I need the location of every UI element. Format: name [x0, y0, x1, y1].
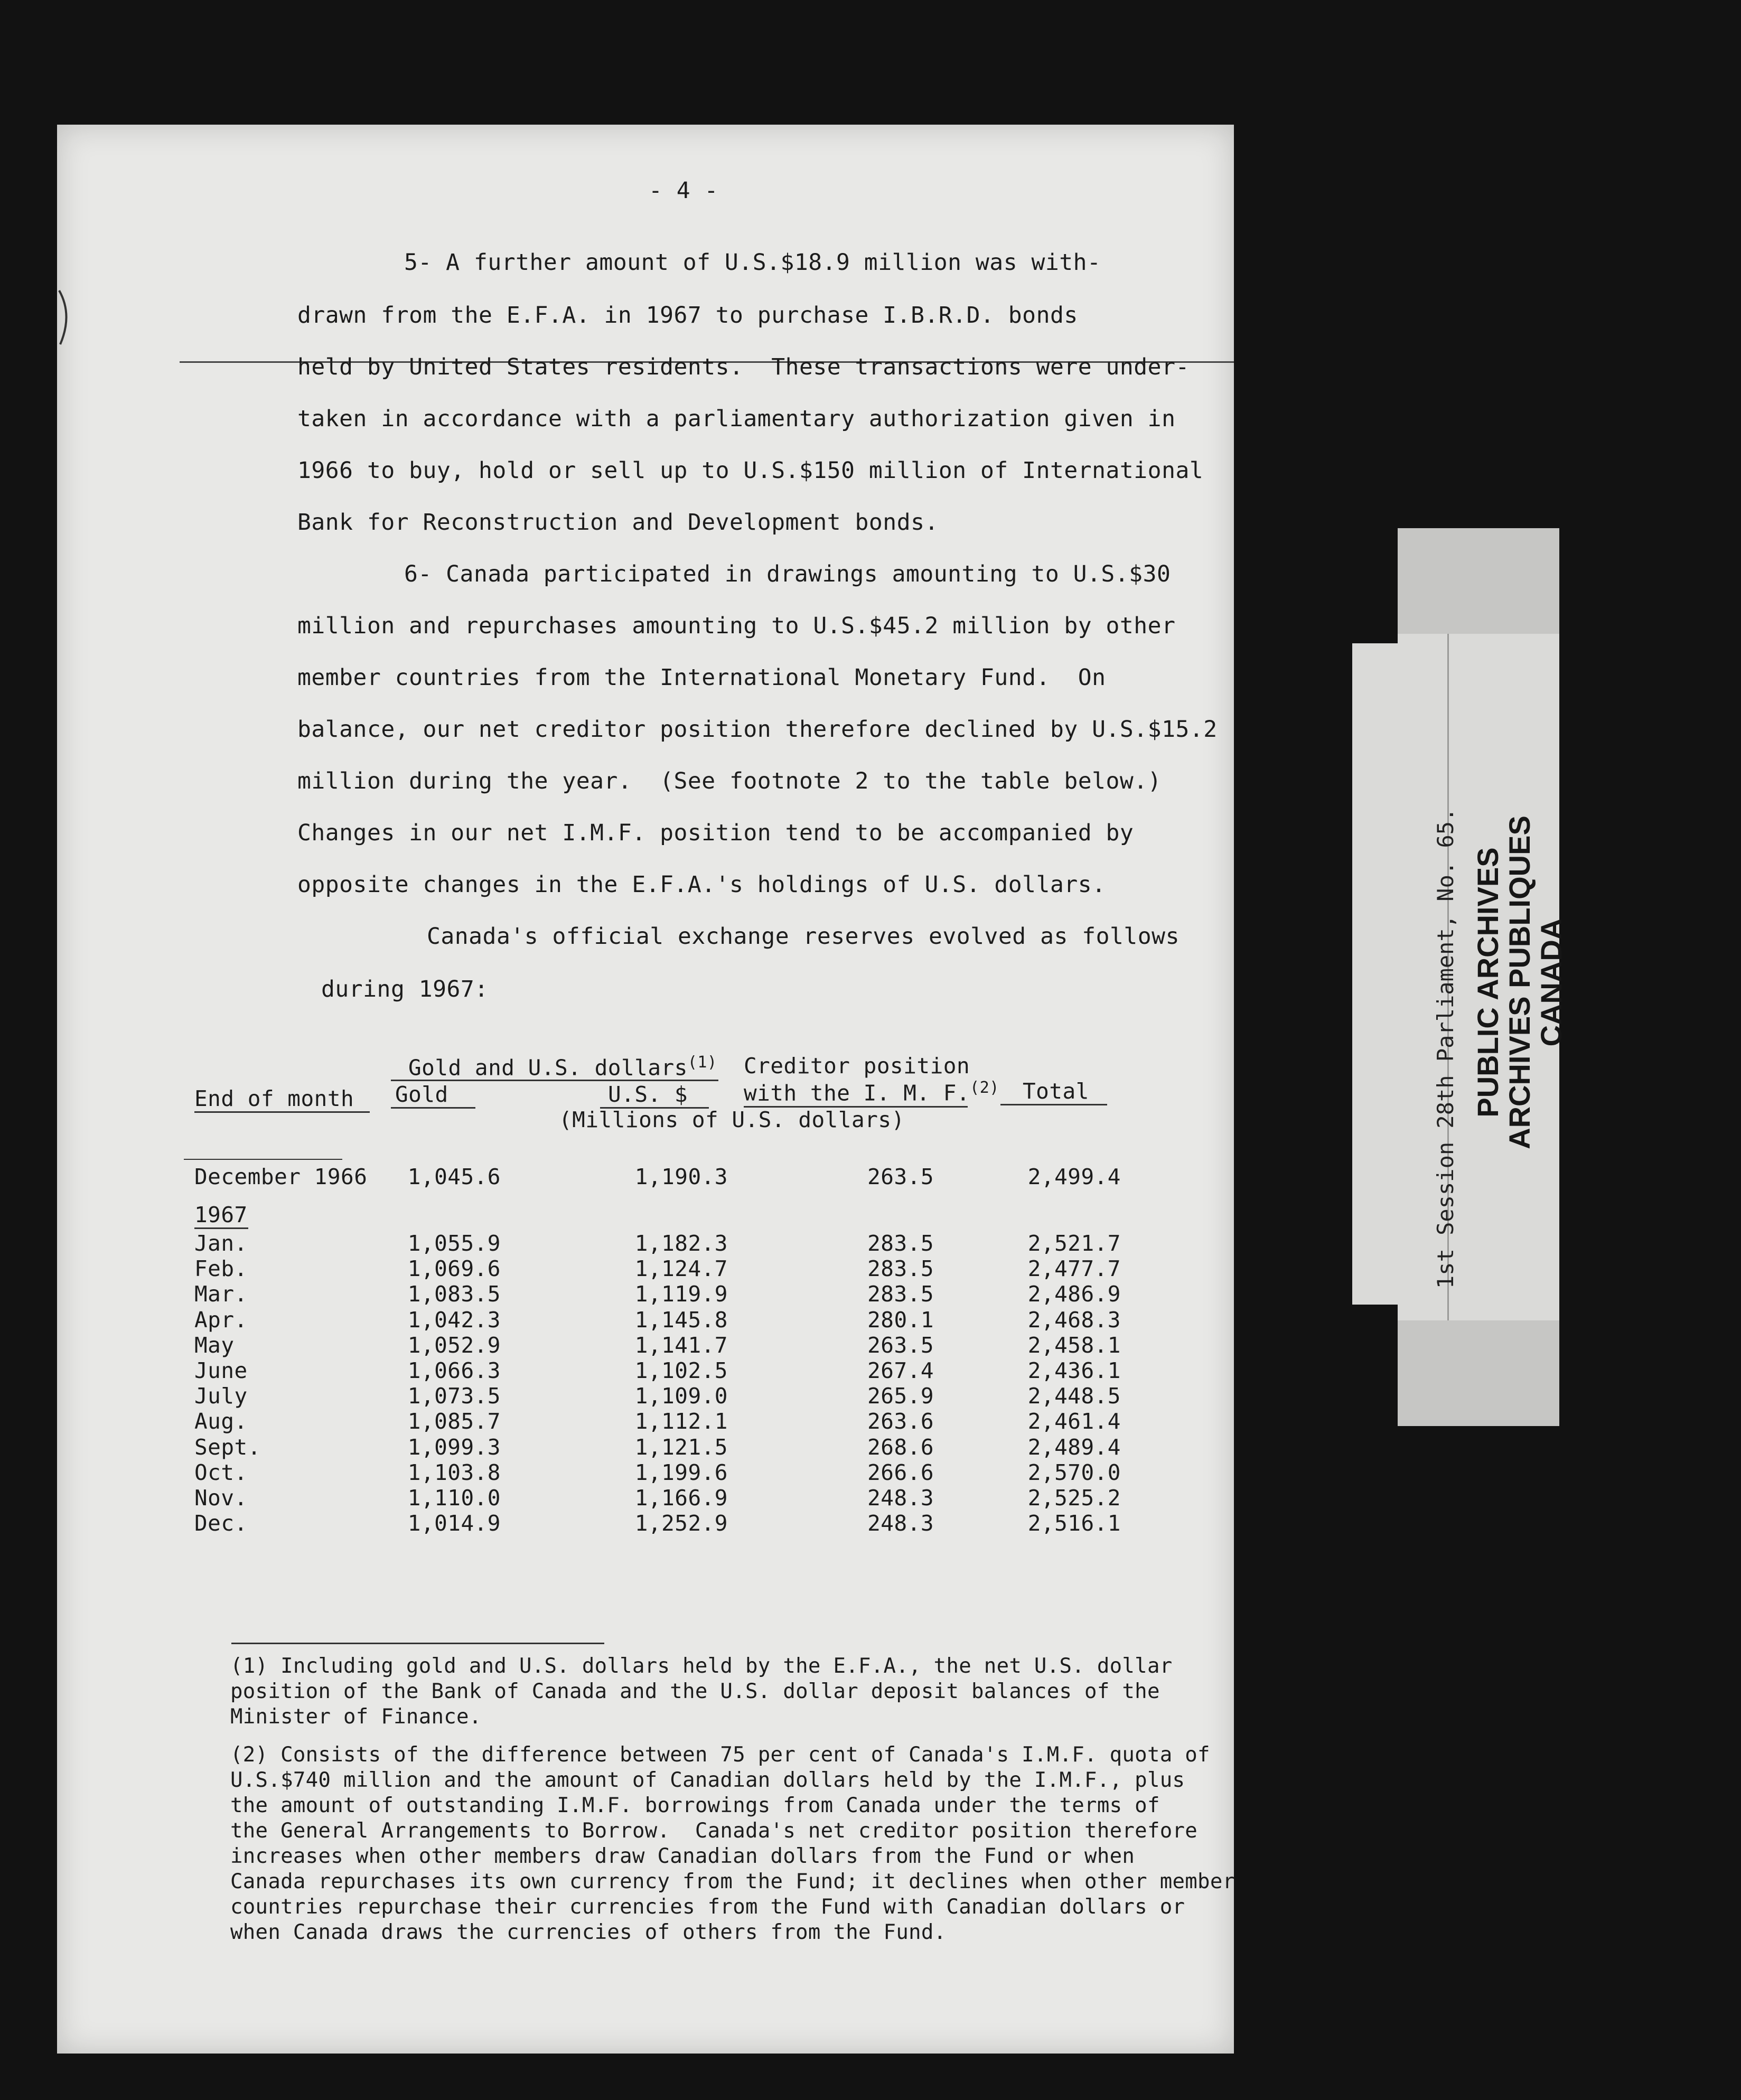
cell-gold: 1,110.0: [407, 1485, 501, 1511]
para6-line7: opposite changes in the E.F.A.'s holdings of U.S. dollars.: [297, 871, 1106, 898]
para5-line6: Bank for Reconstruction and Development bonds.: [297, 509, 939, 536]
cell-creditor: 280.1: [867, 1307, 934, 1333]
creditor-header-line2: with the I. M. F.$^{(2)}$: [744, 1079, 999, 1106]
footnote2-line4: the General Arrangements to Borrow. Canada's net creditor position therefore: [230, 1819, 1198, 1843]
cell-usd: 1,141.7: [634, 1332, 728, 1358]
tag-fold-top: [1398, 528, 1559, 634]
footnote2-line6: Canada repurchases its own currency from the Fund; it declines when other member: [230, 1870, 1235, 1893]
para5-line5: 1966 to buy, hold or sell up to U.S.$150 million of International: [297, 457, 1204, 484]
cell-usd: 1,199.6: [634, 1459, 728, 1485]
footnote1-line3: Minister of Finance.: [230, 1705, 482, 1729]
group-header-rule: [391, 1080, 718, 1081]
para6-line5: million during the year. (See footnote 2 to the table below.): [297, 768, 1162, 794]
cell-usd: 1,102.5: [634, 1358, 728, 1383]
cell-month: Aug.: [194, 1409, 248, 1435]
cell-total: 2,486.9: [1027, 1281, 1121, 1307]
cell-total: 2,570.0: [1027, 1459, 1121, 1485]
cell-month: Jan.: [194, 1231, 248, 1256]
cell-creditor: 248.3: [867, 1485, 934, 1511]
para6-line4: balance, our net creditor position therefore declined by U.S.$15.2: [297, 716, 1218, 743]
cell-total: 2,436.1: [1027, 1358, 1121, 1383]
para5-line4: taken in accordance with a parliamentary authorization given in: [297, 406, 1176, 432]
cell-usd: 1,252.9: [634, 1511, 728, 1536]
archive-session-label: 1st Session 28th Parliament, No. 65.: [1433, 808, 1458, 1289]
table-divider: [184, 1159, 342, 1160]
cell-creditor: 283.5: [867, 1281, 934, 1307]
cell-creditor: 283.5: [867, 1231, 934, 1256]
cell-total: 2,461.4: [1027, 1409, 1121, 1435]
year-label-rule: [194, 1227, 248, 1229]
cell-creditor: 267.4: [867, 1358, 934, 1383]
tag-fold-bottom: [1398, 1320, 1559, 1426]
footnote2-line8: when Canada draws the currencies of others from the Fund.: [230, 1920, 947, 1944]
cell-month: May: [194, 1332, 235, 1358]
cell-usd: 1,190.3: [634, 1164, 728, 1189]
cell-usd: 1,112.1: [634, 1409, 728, 1435]
cell-total: 2,468.3: [1027, 1307, 1121, 1333]
archive-stamp-line3: CANADA: [1534, 918, 1568, 1047]
cell-gold: 1,052.9: [407, 1332, 501, 1358]
cell-usd: 1,121.5: [634, 1434, 728, 1460]
archive-stamp-line2: ARCHIVES PUBLIQUES: [1503, 815, 1536, 1149]
cell-month: Feb.: [194, 1256, 248, 1282]
footnote-rule: [231, 1643, 604, 1644]
cell-total: 2,448.5: [1027, 1383, 1121, 1409]
cell-usd: 1,145.8: [634, 1307, 728, 1333]
cell-month: Oct.: [194, 1459, 248, 1485]
cell-usd: 1,124.7: [634, 1256, 728, 1282]
cell-gold: 1,014.9: [407, 1511, 501, 1536]
document-page: [57, 125, 1234, 2054]
para6-line2: million and repurchases amounting to U.S.$45.2 million by other: [297, 613, 1176, 639]
cell-creditor: 263.5: [867, 1332, 934, 1358]
units-label: (Millions of U.S. dollars): [559, 1107, 905, 1132]
footnote2-line2: U.S.$740 million and the amount of Canadian dollars held by the I.M.F., plus: [230, 1768, 1185, 1792]
col-month-rule: [194, 1111, 370, 1113]
col-total-rule: [1000, 1104, 1107, 1105]
cell-month: Apr.: [194, 1307, 248, 1333]
para5-line1: 5- A further amount of U.S.$18.9 million was with-: [404, 249, 1101, 276]
cell-creditor: 263.6: [867, 1409, 934, 1435]
cell-usd: 1,166.9: [634, 1485, 728, 1511]
footnote2-line5: increases when other members draw Canadian dollars from the Fund or when: [230, 1844, 1135, 1868]
cell-gold: 1,099.3: [407, 1434, 501, 1460]
cell-usd: 1,182.3: [634, 1231, 728, 1256]
cell-total: 2,516.1: [1027, 1511, 1121, 1536]
cell-gold: 1,042.3: [407, 1307, 501, 1333]
cell-total: 2,477.7: [1027, 1256, 1121, 1282]
cell-creditor: 266.6: [867, 1459, 934, 1485]
cell-gold: 1,045.6: [407, 1164, 501, 1189]
para6-line6: Changes in our net I.M.F. position tend to be accompanied by: [297, 820, 1134, 846]
cell-month: June: [194, 1358, 248, 1383]
cell-total: 2,458.1: [1027, 1332, 1121, 1358]
cell-total: 2,521.7: [1027, 1231, 1121, 1256]
col-usd: U.S. $: [608, 1082, 688, 1107]
cell-month: December 1966: [194, 1164, 368, 1189]
archive-stamp-line1: PUBLIC ARCHIVES: [1471, 847, 1504, 1118]
cell-gold: 1,066.3: [407, 1358, 501, 1383]
cell-month: Sept.: [194, 1434, 261, 1460]
table-intro-line2: during 1967:: [321, 976, 489, 1002]
para6-line1: 6- Canada participated in drawings amounting to U.S.$30: [404, 561, 1171, 587]
cell-gold: 1,069.6: [407, 1256, 501, 1282]
tag-notch-top: [1352, 528, 1398, 643]
footnote1-line1: (1) Including gold and U.S. dollars held by the E.F.A., the net U.S. dollar: [230, 1654, 1173, 1678]
footnote2-line1: (2) Consists of the difference between 75 per cent of Canada's I.M.F. quota of: [230, 1743, 1210, 1767]
cell-total: 2,499.4: [1027, 1164, 1121, 1189]
cell-total: 2,525.2: [1027, 1485, 1121, 1511]
para6-line3: member countries from the International Monetary Fund. On: [297, 664, 1106, 691]
cell-gold: 1,085.7: [407, 1409, 501, 1435]
cell-gold: 1,083.5: [407, 1281, 501, 1307]
cell-gold: 1,055.9: [407, 1231, 501, 1256]
footnote1-line2: position of the Bank of Canada and the U.S. dollar deposit balances of the: [230, 1680, 1160, 1703]
tag-notch-bottom: [1352, 1305, 1398, 1426]
cell-month: July: [194, 1383, 248, 1409]
cell-gold: 1,073.5: [407, 1383, 501, 1409]
cell-creditor: 265.9: [867, 1383, 934, 1409]
cell-creditor: 263.5: [867, 1164, 934, 1189]
cell-creditor: 248.3: [867, 1511, 934, 1536]
cell-month: Nov.: [194, 1485, 248, 1511]
cell-month: Dec.: [194, 1511, 248, 1536]
cell-month: Mar.: [194, 1281, 248, 1307]
page-number: - 4 -: [649, 177, 718, 204]
footnote2-line3: the amount of outstanding I.M.F. borrowings from Canada under the terms of: [230, 1794, 1160, 1817]
cell-usd: 1,119.9: [634, 1281, 728, 1307]
cell-creditor: 268.6: [867, 1434, 934, 1460]
col-gold: Gold: [395, 1082, 448, 1107]
para5-line3: held by United States residents. These transactions were under-: [297, 354, 1190, 380]
cell-total: 2,489.4: [1027, 1434, 1121, 1460]
col-gold-rule: [391, 1107, 475, 1109]
creditor-header-line1: Creditor position: [744, 1053, 970, 1079]
col-end-of-month: End of month: [194, 1086, 354, 1111]
cell-creditor: 283.5: [867, 1256, 934, 1282]
table-intro-line1: Canada's official exchange reserves evolved as follows: [427, 923, 1180, 950]
gold-usd-group-header: Gold and U.S. dollars$^{(1)}$: [408, 1053, 717, 1081]
col-total: Total: [1023, 1079, 1089, 1104]
footnote2-line7: countries repurchase their currencies from the Fund with Canadian dollars or: [230, 1895, 1185, 1919]
cell-gold: 1,103.8: [407, 1459, 501, 1485]
page-edge-mark: [57, 288, 78, 346]
para5-line2: drawn from the E.F.A. in 1967 to purchase I.B.R.D. bonds: [297, 302, 1078, 329]
cell-usd: 1,109.0: [634, 1383, 728, 1409]
year-label: 1967: [194, 1202, 248, 1227]
